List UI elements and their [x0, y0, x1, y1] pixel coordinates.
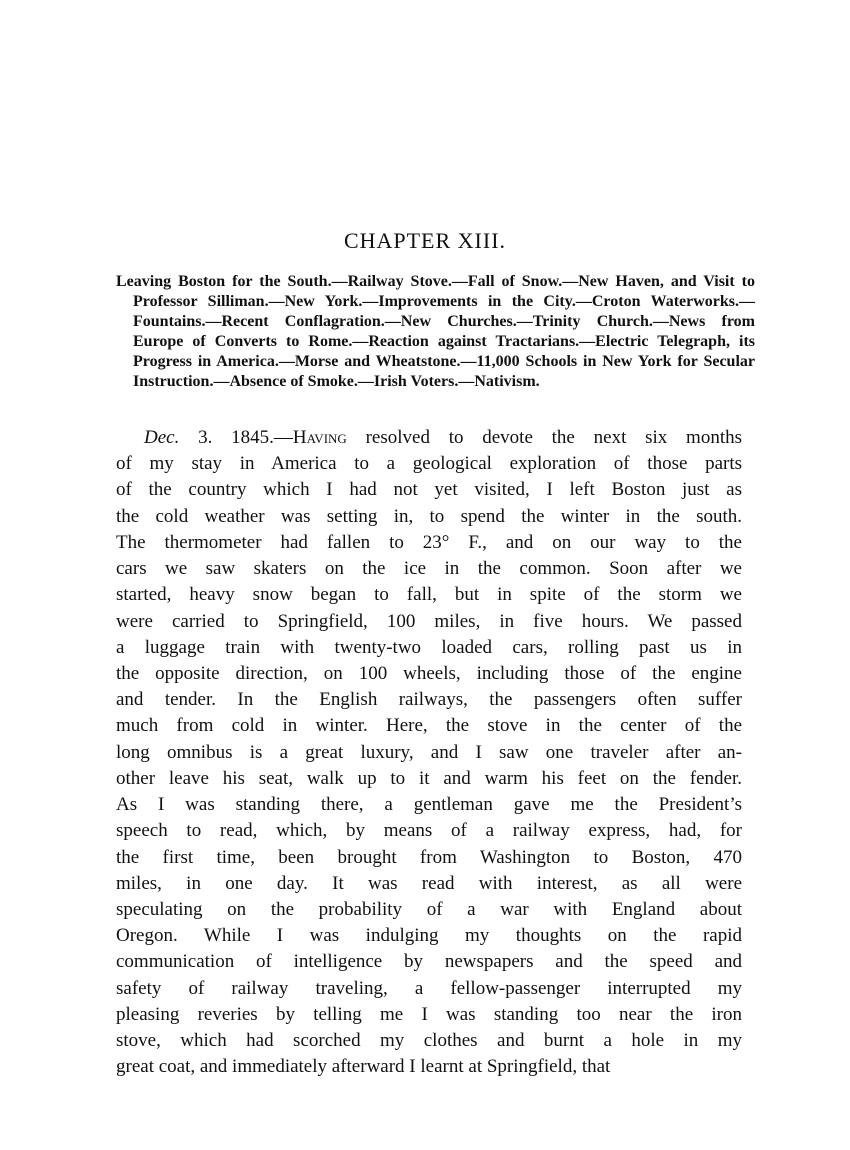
text-line: speech to read, which, by means of a railway express, had, for — [116, 820, 742, 842]
text-line: of my stay in America to a geological exploration of those parts — [116, 453, 742, 475]
opening-word: Having — [292, 427, 347, 448]
text-line: other leave his seat, walk up to it and warm his feet on the fender. — [116, 767, 742, 789]
text-line: safety of railway traveling, a fellow-passenger interrupted my — [116, 977, 742, 999]
text-line: a luggage train with twenty-two loaded cars, rolling past us in — [116, 636, 742, 658]
text-line: speculating on the probability of a war with England about — [116, 898, 742, 920]
text-line: The thermometer had fallen to 23° F., and on our way to the — [116, 531, 742, 553]
text-line: communication of intelligence by newspapers and the speed and — [116, 951, 742, 973]
text-line: the cold weather was setting in, to spend the winter in the south. — [116, 505, 742, 527]
chapter-summary: Leaving Boston for the South.—Railway Stove.—Fall of Snow.—New Haven, and Visit to Professor Silliman.—New York.—Improvements in the City.—Croton Waterworks.—Fountains.—Recent Conflagration.—New Churches.—Trinity Church.—News from Europe of Converts to Rome.—Reaction against Tractarians.—Electric Telegraph, its Progress in America.—Morse and Wheatstone.—11,000 Schools in New York for Secular Instruction.—Absence of Smoke.—Irish Voters.—Nativism. — [116, 273, 755, 391]
text-line: much from cold in winter. Here, the stove in the center of the — [116, 715, 742, 737]
text-line — [116, 425, 742, 451]
text-line: and tender. In the English railways, the passengers often suffer — [116, 689, 742, 711]
text-line: miles, in one day. It was read with interest, as all were — [116, 872, 742, 894]
text-line: stove, which had scorched my clothes and burnt a hole in my — [116, 1030, 742, 1052]
chapter-title: CHAPTER XIII. — [343, 228, 507, 253]
text-line: of the country which I had not yet visited, I left Boston just as — [116, 479, 742, 501]
text-line: pleasing reveries by telling me I was standing too near the iron — [116, 1003, 742, 1025]
text-line: Oregon. While I was indulging my thoughts on the rapid — [116, 925, 742, 947]
text-line: started, heavy snow began to fall, but in spite of the storm we — [116, 584, 742, 606]
body-text — [116, 425, 742, 1080]
date-label: Dec. — [144, 427, 180, 448]
text-line: great coat, and immediately afterward I learnt at Springfield, that — [116, 1056, 611, 1078]
text-line: the opposite direction, on 100 wheels, including those of the engine — [116, 662, 742, 684]
text-line: As I was standing there, a gentleman gave me the President’s — [116, 794, 742, 816]
text-line: the first time, been brought from Washington to Boston, 470 — [116, 846, 742, 868]
date-year: 3. 1845.— — [179, 427, 293, 448]
text-line: were carried to Springfield, 100 miles, in five hours. We passed — [116, 610, 742, 632]
text-line: cars we saw skaters on the ice in the common. Soon after we — [116, 558, 742, 580]
first-line-text: resolved to devote the next six months — [346, 427, 742, 448]
text-line: long omnibus is a great luxury, and I saw one traveler after an- — [116, 741, 742, 763]
